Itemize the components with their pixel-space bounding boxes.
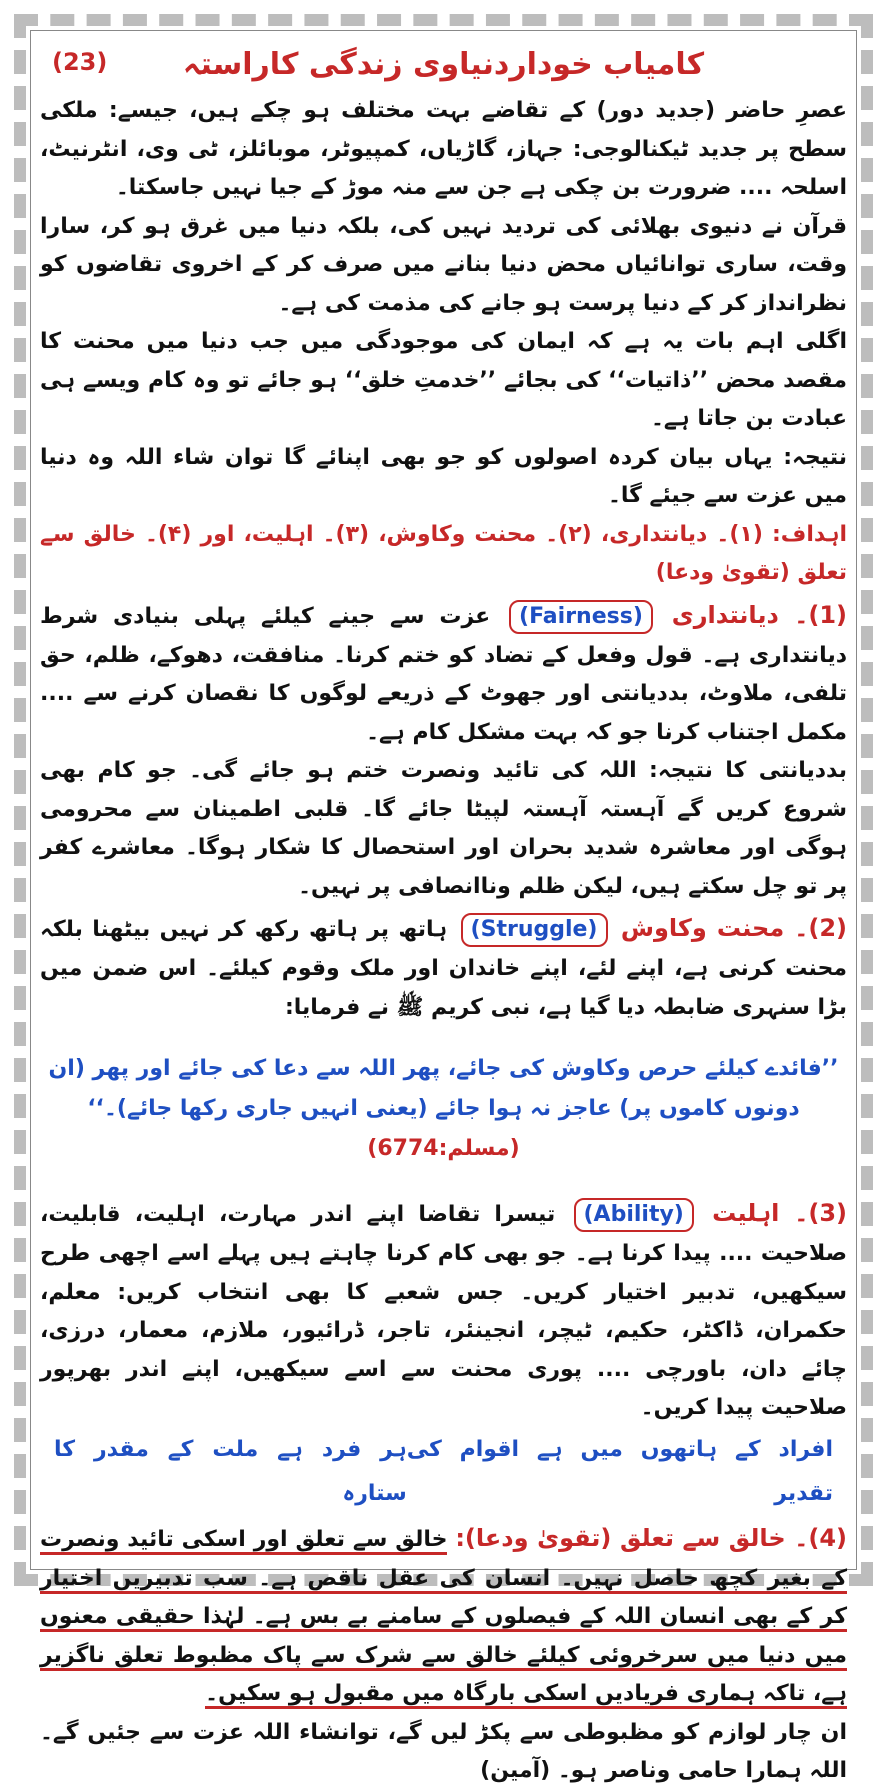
closing-paragraph: ان چار لوازم کو مظبوطی سے پکڑ لیں گے، توانشاء اللہ عزت سے جئیں گے۔ اللہ ہمارا حامی وناصر ہو۔ (آمین) xyxy=(40,1719,847,1783)
section-2-english: (Struggle) xyxy=(461,913,608,947)
section-1-paragraph xyxy=(40,593,847,753)
goals-paragraph: اہداف: (۱)۔ دیانتداری، (۲)۔ محنت وکاوش، (۳)۔ اہلیت، اور (۴)۔ خالق سے تعلق (تقویٰ ودعا) xyxy=(40,521,848,585)
section-1-heading: (1)۔ دیانتداری xyxy=(671,600,847,629)
intro-paragraph-2: قرآن نے دنیوی بھلائی کی تردید نہیں کی، بلکہ دنیا میں غرق ہو کر، سارا وقت، ساری توانائیاں محض دنیا بنانے میں صرف کر کے اخروی تقاضوں کو نظرانداز کر کے دنیا پرست ہو جانے کی مذمت کی ہے۔ xyxy=(40,213,847,316)
section-3-heading: (3)۔ اہلیت xyxy=(712,1199,847,1227)
section-2-text: ہاتھ پر ہاتھ رکھ کر نہیں بیٹھنا بلکہ محنت کرنی ہے، اپنے لئے، اپنے خاندان اور ملک وقوم کیلئے۔ اس ضمن میں بڑا سنہری ضابطہ دیا گیا ہے، نبی کریم ﷺ نے فرمایا: xyxy=(40,917,847,1020)
page-number: (23) xyxy=(52,48,108,76)
result-paragraph: نتیجہ: یہاں بیان کردہ اصولوں کو جو بھی اپنائے گا توان شاء اللہ وہ دنیا میں عزت سے جیئے گا۔ xyxy=(40,444,847,508)
intro-paragraph-1: عصرِ حاضر (جدید دور) کے تقاضے بہت مختلف ہو چکے ہیں، جیسے: ملکی سطح پر جدید ٹیکنالوجی: جہاز، گاڑیاں، کمپیوٹر، موبائلز، ٹی وی، انٹرنیٹ، اسلحہ .... ضرورت بن چکی ہے جن سے منہ موڑ کے جیا نہیں جاسکتا۔ xyxy=(40,98,847,200)
section-1-result: بددیانتی کا نتیجہ: اللہ کی تائید ونصرت ختم ہو جائے گی۔ جو کام بھی شروع کریں گے آہستہ آہستہ لپیٹا جائے گا۔ قلبی اطمینان سے محرومی ہوگی اور معاشرہ شدید بحران اور استحصال کا شکار ہوگا۔ معاشرے کفر پر تو چل سکتے ہیں، لیکن ظلم وناانصافی پر نہیں۔ xyxy=(40,758,847,899)
section-3-paragraph xyxy=(40,1191,847,1428)
section-2-paragraph xyxy=(40,906,847,1027)
section-1-english: (Fairness) xyxy=(509,600,653,634)
section-1-text: عزت سے جینے کیلئے پہلی بنیادی شرط دیانتداری ہے۔ قول وفعل کے تضاد کو ختم کرنا۔ منافقت، دھوکے، ظلم، حق تلفی، ملاوٹ، بددیانتی اور جھوٹ کے ذریعے لوگوں کا نقصان کرنے سے .... مکمل اجتناب کرنا جو کہ بہت مشکل کام ہے۔ xyxy=(40,603,847,745)
page-title: کامیاب خوداردنیاوی زندگی کاراستہ xyxy=(182,47,705,82)
section-2-heading: (2)۔ محنت وکاوش xyxy=(620,914,847,942)
poetry-verse xyxy=(40,1428,847,1516)
hadith-text: ’’فائدے کیلئے حرص وکاوش کی جائے، پھر اللہ سے دعا کی جائے اور پھر (ان دونوں کاموں پر) عاجز نہ ہوا جائے (یعنی انہیں جاری رکھا جائے)۔‘‘ xyxy=(48,1056,839,1121)
section-4-heading: (4)۔ خالق سے تعلق (تقویٰ ودعا): xyxy=(455,1523,847,1552)
hadith-reference: (مسلم:6774) xyxy=(367,1136,520,1161)
verse-right: افراد کے ہاتھوں میں ہے اقوام کی تقدیر xyxy=(406,1436,833,1506)
hadith-quote xyxy=(40,1049,847,1169)
section-4-text: خالق سے تعلق اور اسکی تائید ونصرت کے بغیر کچھ حاصل نہیں۔ انسان کی عقل ناقص ہے۔ سب تدبیریں اختیار کر کے بھی انسان اللہ کے فیصلوں کے سامنے بے بس ہے۔ لہٰذا حقیقی معنوں میں دنیا میں سرخروئی کیلئے خالق سے شرک سے پاک مظبوط تعلق ناگزیر ہے، تاکہ ہماری فریادیں اسکی بارگاہ میں مقبول ہو سکیں۔ xyxy=(40,1527,847,1710)
section-4-paragraph xyxy=(40,1516,847,1714)
section-3-text: تیسرا تقاضا اپنے اندر مہارت، اہلیت، قابلیت، صلاحیت .... پیدا کرنا ہے۔ جو بھی کام کرنا چاہتے ہیں پہلے اسے اچھی طرح سیکھیں، تدبیر اختیار کریں۔ جس شعبے کا بھی انتخاب کریں: معلم، حکمران، ڈاکٹر، حکیم، ٹیچر، انجینئر، تاجر، ڈرائیور، ملازم، معمار، درزی، چائے دان، باورچی .... پوری محنت سے اسے سیکھیں، اپنے اندر بھرپور صلاحیت پیدا کریں۔ xyxy=(40,1202,847,1420)
article-body xyxy=(40,44,848,1783)
section-3-english: (Ability) xyxy=(574,1198,694,1232)
verse-left: ہر فرد ہے ملت کے مقدر کا ستارہ xyxy=(54,1436,407,1506)
intro-paragraph-3: اگلی اہم بات یہ ہے کہ ایمان کی موجودگی میں جب دنیا میں محنت کا مقصد محض ’’ذاتیات‘‘ کی بجائے ’’خدمتِ خلق‘‘ ہو جائے تو وہ کام ویسے ہی عبادت بن جاتا ہے۔ xyxy=(40,329,847,431)
